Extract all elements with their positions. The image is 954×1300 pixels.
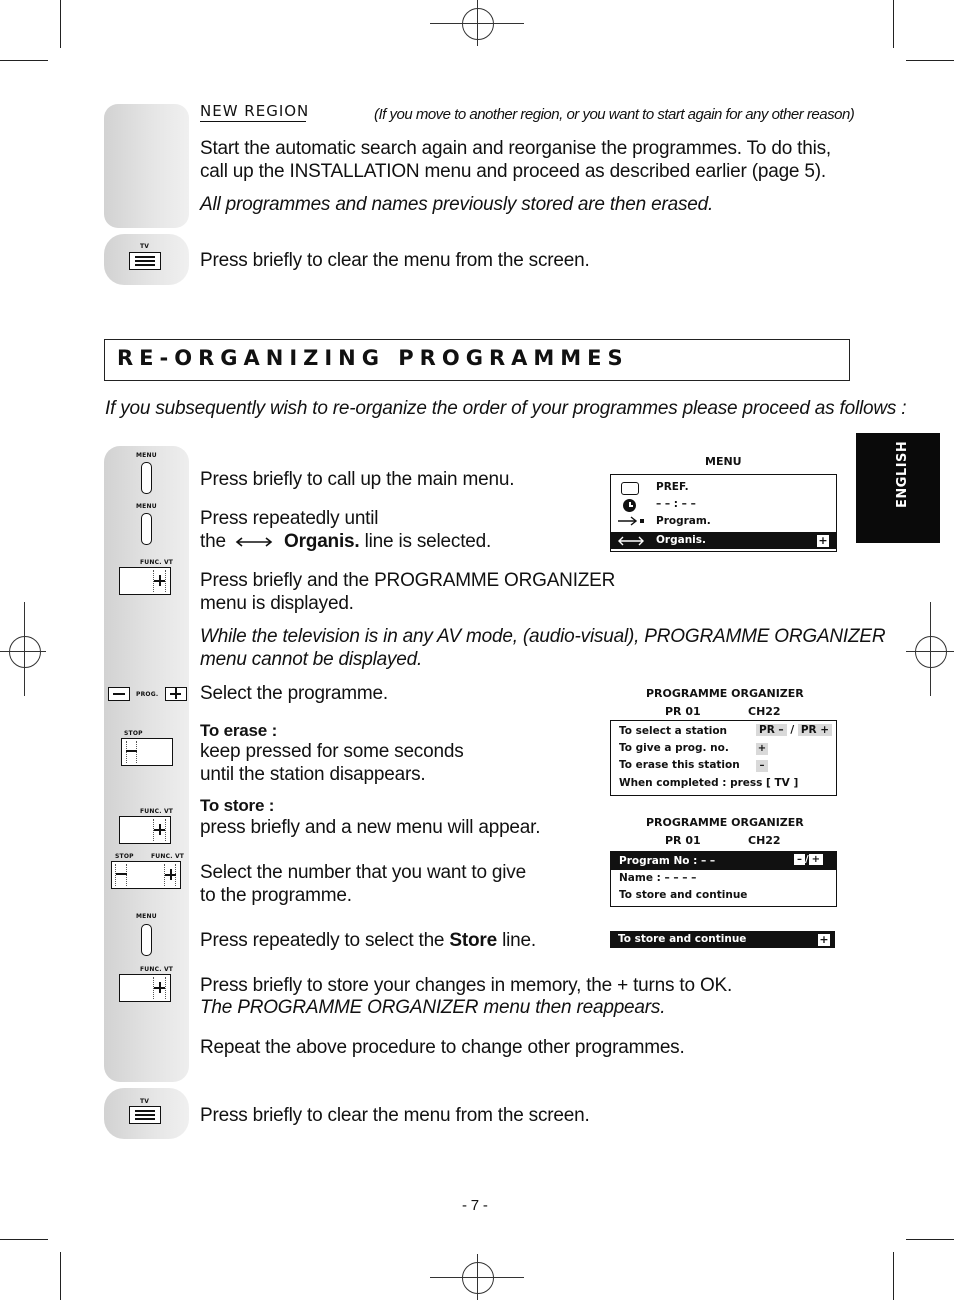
ok-line-a: Press briefly to store your changes in memory, the + turns to OK.: [200, 975, 733, 996]
crop-mark: [60, 0, 61, 48]
osd-menu-item-program: Program.: [656, 515, 711, 527]
osd-plus-indicator: +: [818, 534, 828, 547]
osd-organizer-title-1: PROGRAMME ORGANIZER: [646, 687, 804, 700]
store-line: press briefly and a new menu will appear.: [200, 817, 541, 838]
menu-label-1: MENU: [136, 452, 157, 459]
osd-menu-item-pref: PREF.: [656, 481, 689, 493]
crop-mark: [60, 1252, 61, 1300]
erase-heading: To erase :: [200, 721, 278, 740]
tv-label: TV: [140, 1098, 150, 1105]
new-region-heading: NEW REGION: [200, 102, 310, 120]
intro-text: If you subsequently wish to re-organize the order of your programmes please proceed as follows :: [105, 398, 907, 419]
osd-row-when-completed: When completed : press [ TV ]: [619, 777, 799, 789]
func-vt-button-2[interactable]: [119, 816, 171, 844]
section-title: RE-ORGANIZING PROGRAMMES: [117, 346, 629, 370]
osd-row-store-continue: To store and continue: [619, 889, 748, 901]
plus-icon: [165, 869, 176, 880]
menu-button-2[interactable]: [141, 513, 152, 545]
osd-menu-box: [610, 474, 837, 552]
crop-mark: [0, 1239, 48, 1240]
osd-pr-controls: PR – / PR +: [756, 724, 832, 736]
menu-label-2: MENU: [136, 503, 157, 510]
osd-minus-chip: –: [756, 760, 768, 772]
tv-button[interactable]: [129, 252, 161, 270]
step-main-menu: Press briefly to call up the main menu.: [200, 469, 515, 490]
plus-icon: [154, 575, 165, 586]
minus-icon: [116, 873, 127, 875]
osd-menu-item-organis-selected: [611, 532, 836, 549]
osd-organizer-box-2: [610, 851, 837, 907]
tv-label: TV: [140, 243, 150, 250]
step-select-programme: Select the programme.: [200, 683, 388, 704]
osd-row-program-no-selected: [611, 852, 836, 870]
osd-row-erase-station: To erase this station: [619, 759, 740, 771]
osd-menu-item-time: – – : – –: [656, 498, 696, 510]
erase-line-b: until the station disappears.: [200, 764, 426, 785]
clear-instruction-2: Press briefly to clear the menu from the screen.: [200, 1105, 590, 1126]
language-tab-label: ENGLISH: [895, 440, 910, 508]
number-line-a: Select the number that you want to give: [200, 862, 526, 883]
step-organis-line: the Organis. line is selected.: [200, 531, 492, 552]
menu-button-3[interactable]: [141, 924, 152, 956]
language-tab: [856, 433, 940, 543]
osd-organizer-pr-2: PR 01: [665, 834, 701, 847]
stop-label-1: STOP: [124, 730, 143, 737]
step-organizer-b: menu is displayed.: [200, 593, 354, 614]
av-mode-note-a: While the television is in any AV mode, (audio-visual), PROGRAMME ORGANIZER: [200, 626, 886, 647]
crop-mark: [906, 1239, 954, 1240]
plus-icon: [170, 688, 181, 699]
crop-mark: [0, 60, 48, 61]
plus-icon: [154, 982, 165, 993]
osd-store-continue-selected: [610, 931, 835, 948]
osd-organizer-ch-2: CH22: [748, 834, 781, 847]
step-organizer-a: Press briefly and the PROGRAMME ORGANIZER: [200, 570, 616, 591]
osd-row-name: Name : – – – –: [619, 872, 697, 884]
store-select-line: Press repeatedly to select the Store line.: [200, 930, 536, 951]
func-vt-label-3: FUNC. VT: [151, 853, 185, 860]
plus-icon: [154, 824, 165, 835]
func-vt-label-2: FUNC. VT: [140, 808, 174, 815]
program-arrow-icon: [617, 516, 645, 526]
clock-icon: [623, 499, 636, 512]
osd-store-continue-label: To store and continue: [618, 933, 747, 945]
gray-panel: [104, 104, 189, 228]
double-arrow-icon: [235, 537, 273, 547]
func-vt-label-4: FUNC. VT: [140, 966, 174, 973]
osd-row-select-station: To select a station: [619, 725, 728, 737]
new-region-body: Start the automatic search again and reorganise the programmes. To do this, call up the INSTALLATION menu and proceed as described earlier (page 5).: [200, 138, 832, 182]
new-region-italic: All programmes and names previously stored are then erased.: [200, 194, 714, 215]
stop-button[interactable]: [121, 738, 173, 766]
double-arrow-icon: [618, 536, 644, 546]
crop-mark: [893, 0, 894, 48]
repeat-line: Repeat the above procedure to change other programmes.: [200, 1037, 685, 1058]
crop-mark: [906, 60, 954, 61]
osd-plus-chip: +: [757, 743, 767, 754]
menu-label-3: MENU: [136, 913, 157, 920]
number-line-b: to the programme.: [200, 885, 352, 906]
func-vt-label-1: FUNC. VT: [140, 559, 174, 566]
osd-plus-indicator: +: [819, 933, 829, 946]
prog-minus-button[interactable]: [108, 687, 130, 701]
new-region-note: (If you move to another region, or you want to start again for any other reason): [374, 106, 855, 123]
heading-underline: [200, 121, 306, 122]
prog-plus-button[interactable]: [165, 687, 187, 701]
prog-label: PROG.: [136, 691, 159, 698]
menu-button-1[interactable]: [141, 462, 152, 494]
ok-line-b: The PROGRAMME ORGANIZER menu then reappears.: [200, 997, 666, 1018]
section-title-box: [104, 339, 850, 381]
osd-organizer-pr-1: PR 01: [665, 705, 701, 718]
av-mode-note-b: menu cannot be displayed.: [200, 649, 423, 670]
stop-label-2: STOP: [115, 853, 134, 860]
osd-menu-title: MENU: [705, 455, 742, 468]
osd-organizer-ch-1: CH22: [748, 705, 781, 718]
osd-menu-item-organis: Organis.: [656, 534, 707, 546]
tv-button[interactable]: [129, 1106, 161, 1124]
func-vt-button-3[interactable]: [119, 974, 171, 1002]
page-number: - 7 -: [462, 1197, 488, 1214]
crop-mark: [893, 1252, 894, 1300]
store-heading: To store :: [200, 796, 275, 815]
erase-line-a: keep pressed for some seconds: [200, 741, 464, 762]
osd-organizer-box-1: [610, 720, 837, 796]
osd-row-give-number: To give a prog. no.: [619, 742, 729, 754]
tv-screen-icon: [621, 482, 639, 495]
osd-row-program-no: Program No : – –: [619, 855, 716, 867]
func-vt-button-1[interactable]: [119, 567, 171, 595]
step-repeat-until: Press repeatedly until: [200, 508, 379, 529]
stop-func-vt-button[interactable]: [111, 861, 181, 889]
osd-organizer-title-2: PROGRAMME ORGANIZER: [646, 816, 804, 829]
minus-icon: [126, 750, 137, 752]
osd-number-controls: – / +: [794, 854, 823, 865]
clear-instruction-1: Press briefly to clear the menu from the screen.: [200, 250, 590, 271]
